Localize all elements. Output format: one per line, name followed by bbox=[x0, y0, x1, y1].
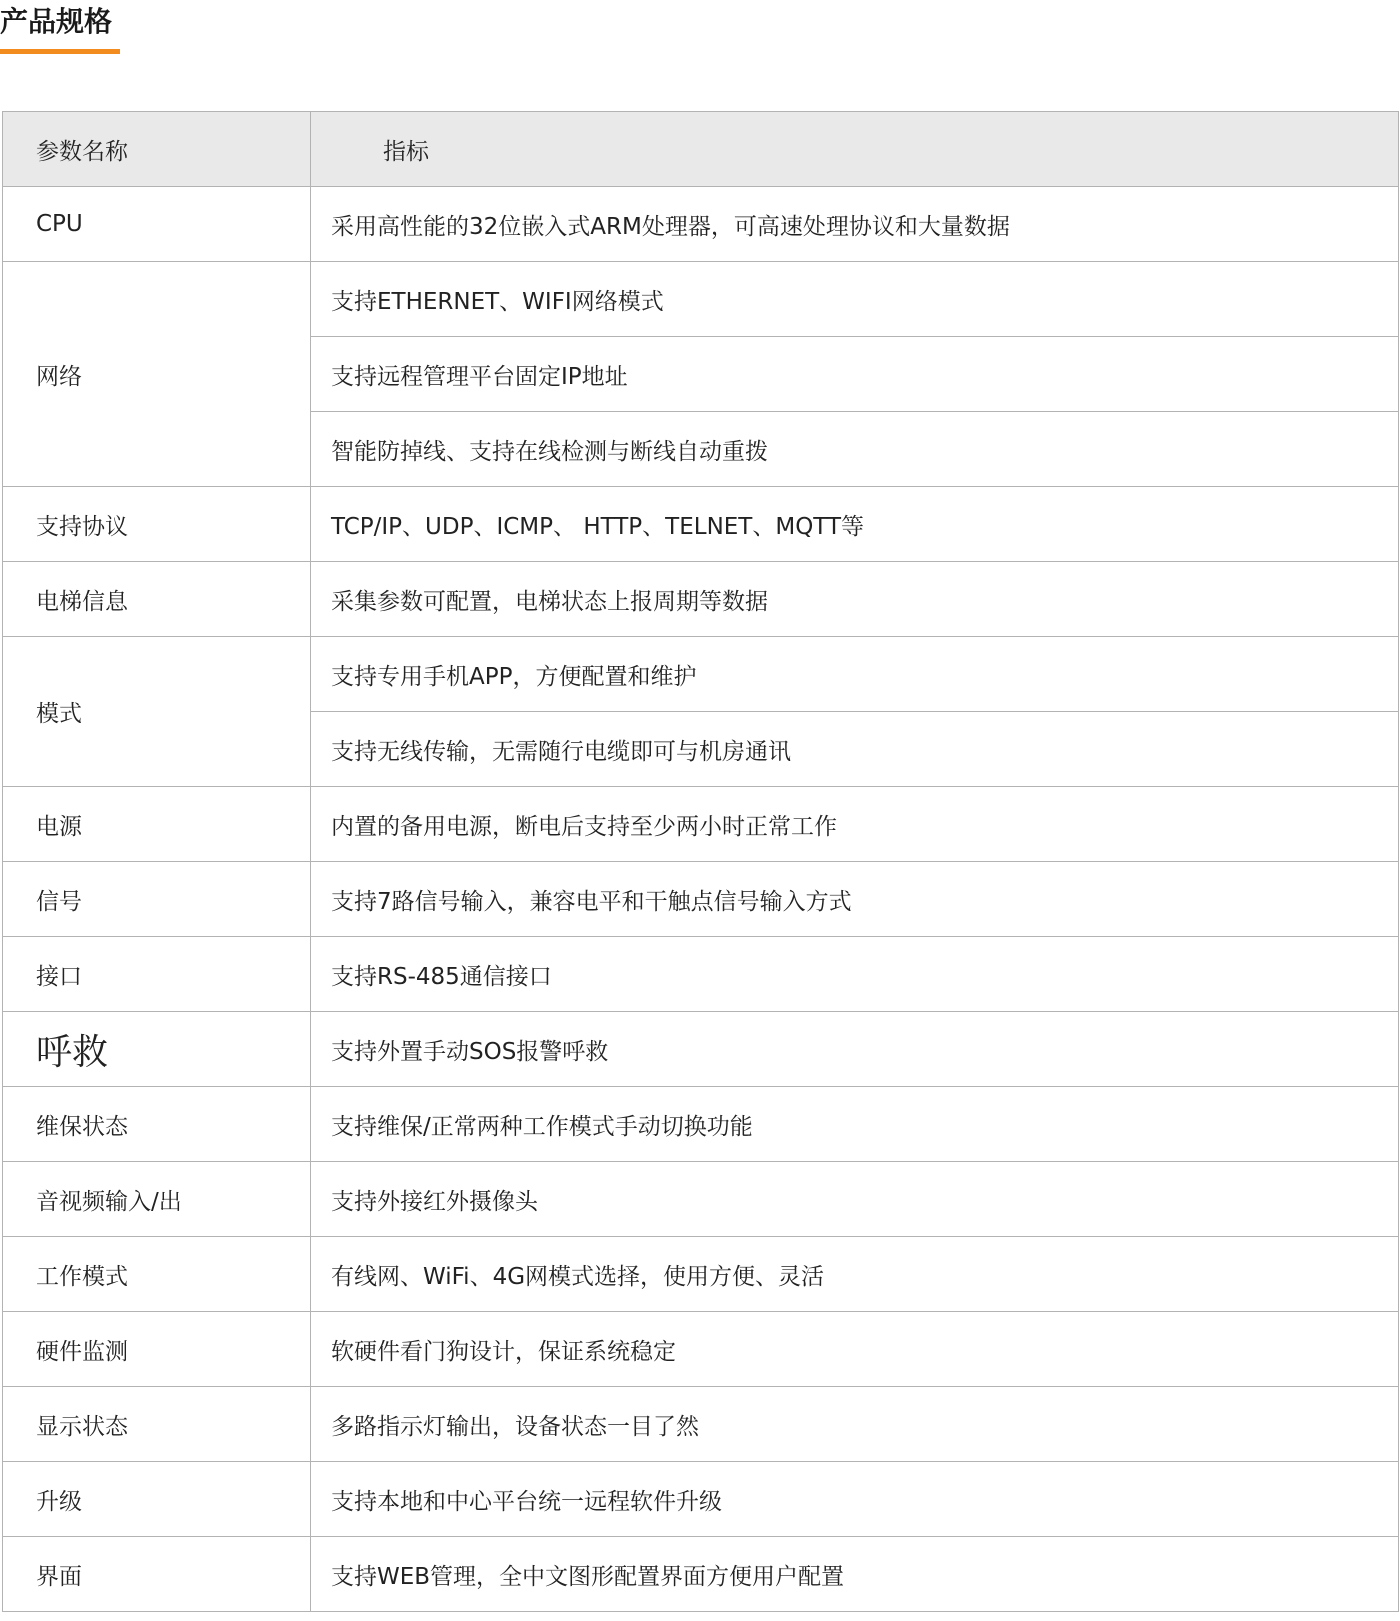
table-row bbox=[3, 562, 1399, 637]
row-value: 支持ETHERNET、WIFI网络模式 bbox=[311, 262, 1399, 337]
row-name-maintenance: 维保状态 bbox=[3, 1087, 311, 1162]
table-row bbox=[3, 1237, 1399, 1312]
table-row bbox=[3, 787, 1399, 862]
row-value: 采集参数可配置，电梯状态上报周期等数据 bbox=[311, 562, 1399, 637]
table-row bbox=[3, 862, 1399, 937]
table-row bbox=[3, 1162, 1399, 1237]
row-value: TCP/IP、UDP、ICMP、 HTTP、TELNET、MQTT等 bbox=[311, 487, 1399, 562]
row-name-elevator-info: 电梯信息 bbox=[3, 562, 311, 637]
row-name-protocol: 支持协议 bbox=[3, 487, 311, 562]
header-param-name: 参数名称 bbox=[3, 112, 311, 187]
spec-table bbox=[2, 111, 1399, 1612]
row-value: 软硬件看门狗设计，保证系统稳定 bbox=[311, 1312, 1399, 1387]
row-value: 支持本地和中心平台统一远程软件升级 bbox=[311, 1462, 1399, 1537]
row-value: 支持外置手动SOS报警呼救 bbox=[311, 1012, 1399, 1087]
title-underline bbox=[0, 49, 120, 54]
table-row bbox=[3, 1312, 1399, 1387]
row-value: 有线网、WiFi、4G网模式选择，使用方便、灵活 bbox=[311, 1237, 1399, 1312]
header-spec: 指标 bbox=[311, 112, 1399, 187]
row-name-signal: 信号 bbox=[3, 862, 311, 937]
row-value: 支持外接红外摄像头 bbox=[311, 1162, 1399, 1237]
row-name-av-io: 音视频输入/出 bbox=[3, 1162, 311, 1237]
row-name-cpu: CPU bbox=[3, 187, 311, 262]
row-value: 支持7路信号输入，兼容电平和干触点信号输入方式 bbox=[311, 862, 1399, 937]
row-value: 支持RS-485通信接口 bbox=[311, 937, 1399, 1012]
row-value: 采用高性能的32位嵌入式ARM处理器，可高速处理协议和大量数据 bbox=[311, 187, 1399, 262]
table-row bbox=[3, 187, 1399, 262]
table-row bbox=[3, 637, 1399, 712]
row-name-ui: 界面 bbox=[3, 1537, 311, 1612]
section-title: 产品规格 bbox=[0, 5, 113, 38]
table-row bbox=[3, 262, 1399, 337]
table-row bbox=[3, 1012, 1399, 1087]
row-value: 支持无线传输，无需随行电缆即可与机房通讯 bbox=[311, 712, 1399, 787]
row-value: 支持维保/正常两种工作模式手动切换功能 bbox=[311, 1087, 1399, 1162]
row-name-hw-monitor: 硬件监测 bbox=[3, 1312, 311, 1387]
row-name-display-status: 显示状态 bbox=[3, 1387, 311, 1462]
table-row bbox=[3, 1462, 1399, 1537]
row-value: 内置的备用电源，断电后支持至少两小时正常工作 bbox=[311, 787, 1399, 862]
row-value: 支持远程管理平台固定IP地址 bbox=[311, 337, 1399, 412]
row-name-upgrade: 升级 bbox=[3, 1462, 311, 1537]
row-name-sos: 呼救 bbox=[3, 1012, 311, 1087]
row-value: 多路指示灯输出，设备状态一目了然 bbox=[311, 1387, 1399, 1462]
table-row bbox=[3, 1087, 1399, 1162]
table-row bbox=[3, 1387, 1399, 1462]
row-name-network: 网络 bbox=[3, 262, 311, 487]
row-value: 支持WEB管理，全中文图形配置界面方便用户配置 bbox=[311, 1537, 1399, 1612]
row-value: 智能防掉线、支持在线检测与断线自动重拨 bbox=[311, 412, 1399, 487]
row-value: 支持专用手机APP，方便配置和维护 bbox=[311, 637, 1399, 712]
table-row bbox=[3, 487, 1399, 562]
table-row bbox=[3, 1537, 1399, 1612]
row-name-power: 电源 bbox=[3, 787, 311, 862]
table-header-row bbox=[3, 112, 1399, 187]
row-name-interface: 接口 bbox=[3, 937, 311, 1012]
table-row bbox=[3, 937, 1399, 1012]
row-name-work-mode: 工作模式 bbox=[3, 1237, 311, 1312]
row-name-mode: 模式 bbox=[3, 637, 311, 787]
